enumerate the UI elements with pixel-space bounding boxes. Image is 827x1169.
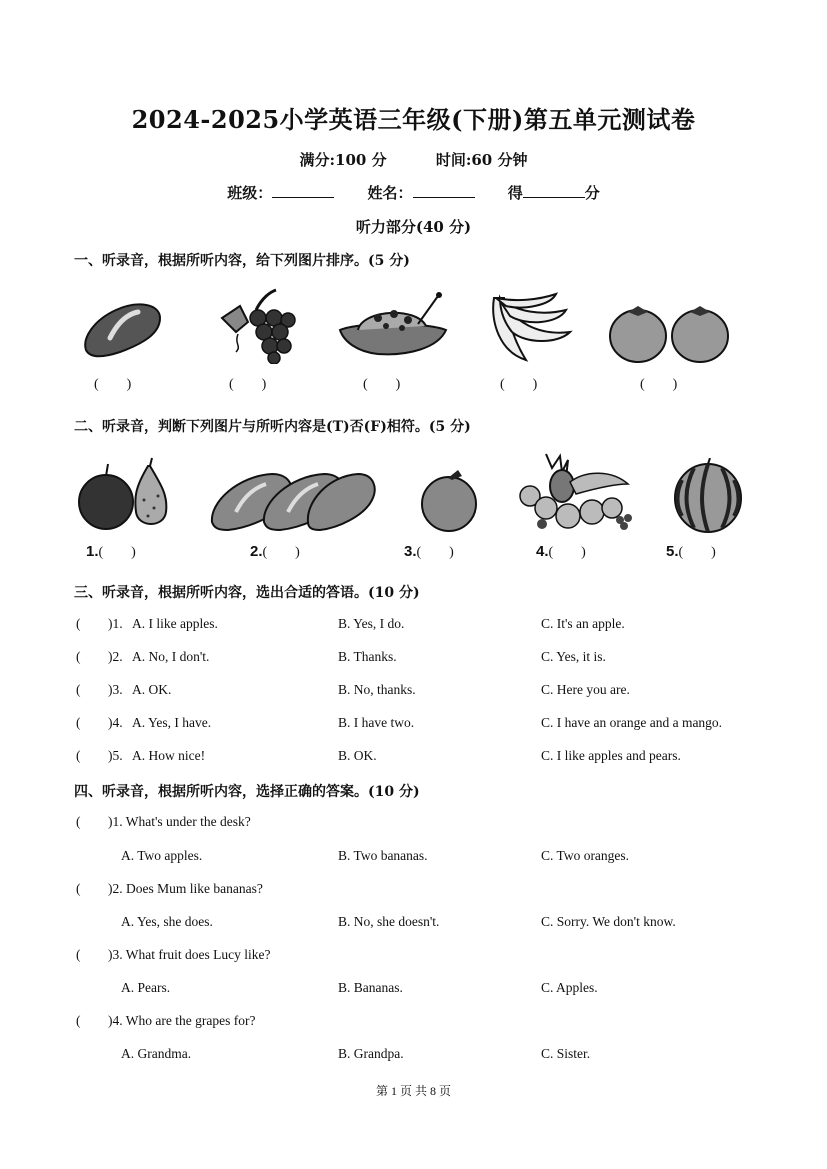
exam-time: 时间:60 分钟: [435, 151, 528, 169]
option-a: A. Grandma.: [121, 1046, 192, 1061]
option-a: A. No, I don't.: [132, 649, 210, 664]
class-blank[interactable]: [272, 183, 334, 198]
tf-item-3: [404, 541, 454, 561]
tf-item-5: [666, 541, 716, 561]
question-number: )2.: [108, 649, 123, 664]
answer-paren[interactable]: (: [76, 748, 81, 763]
answer-paren-3[interactable]: ( ): [363, 377, 401, 392]
option-b: B. Yes, I do.: [338, 616, 405, 631]
tf-number: 1.: [86, 543, 99, 560]
name-label: 姓名：: [367, 184, 413, 202]
question-number: )3.: [108, 682, 123, 697]
mango-icon: [80, 298, 165, 364]
page-number: 第 1 页 共 8 页: [375, 1084, 451, 1098]
tf-number: 5.: [666, 543, 679, 560]
option-b: B. I have two.: [338, 715, 415, 730]
option-b: B. Bananas.: [338, 980, 403, 995]
option-b: B. OK.: [338, 748, 377, 763]
question-text: )2. Does Mum like bananas?: [108, 881, 263, 896]
watermelon-icon: [672, 458, 744, 534]
tf-paren[interactable]: ( ): [548, 545, 586, 560]
option-a: A. Yes, she does.: [121, 914, 213, 929]
question-number: )4.: [108, 715, 123, 730]
name-blank[interactable]: [413, 183, 475, 198]
score-blank[interactable]: [523, 183, 585, 198]
listening-part-title: 听力部分(40 分): [355, 218, 472, 236]
tf-number: 2.: [250, 543, 263, 560]
apple-pear-icon: [78, 456, 174, 534]
option-a: A. I like apples.: [132, 616, 218, 631]
option-c: C. Sorry. We don't know.: [541, 914, 676, 929]
tf-number: 3.: [404, 543, 417, 560]
page-title: 2024-2025小学英语三年级(下册)第五单元测试卷: [131, 105, 696, 134]
answer-paren[interactable]: (: [76, 682, 81, 697]
tf-item-2: [250, 541, 300, 561]
option-c: C. It's an apple.: [541, 616, 625, 631]
section3-title: 三、听录音，根据所听内容，选出合适的答语。(10 分): [74, 585, 420, 601]
answer-paren[interactable]: (: [76, 881, 81, 896]
question-text: )3. What fruit does Lucy like?: [108, 947, 271, 962]
answer-paren-2[interactable]: ( ): [229, 377, 267, 392]
student-info: [0, 182, 827, 203]
tf-paren[interactable]: ( ): [416, 545, 454, 560]
score-label: 得: [507, 184, 523, 202]
question-text: )4. Who are the grapes for?: [108, 1013, 256, 1028]
option-b: B. No, she doesn't.: [338, 914, 440, 929]
option-c: C. Sister.: [541, 1046, 591, 1061]
full-score: 满分:100 分: [299, 151, 387, 169]
answer-paren[interactable]: (: [76, 616, 81, 631]
question-number: )5.: [108, 748, 123, 763]
option-a: A. Pears.: [121, 980, 171, 995]
option-c: C. Here you are.: [541, 682, 630, 697]
answer-paren[interactable]: (: [76, 649, 81, 664]
answer-paren-4[interactable]: ( ): [500, 377, 538, 392]
tf-paren[interactable]: ( ): [678, 545, 716, 560]
orange-icon: [418, 468, 480, 532]
grapes-icon: [218, 288, 298, 364]
mangoes-icon: [208, 466, 378, 534]
answer-paren-5[interactable]: ( ): [640, 377, 678, 392]
tf-item-1: [86, 541, 136, 561]
answer-paren[interactable]: (: [76, 814, 81, 829]
option-a: A. How nice!: [132, 748, 206, 763]
option-b: B. Two bananas.: [338, 848, 428, 863]
tf-paren[interactable]: ( ): [98, 545, 136, 560]
class-label: 班级：: [227, 184, 273, 202]
option-b: B. No, thanks.: [338, 682, 416, 697]
option-c: C. Two oranges.: [541, 848, 630, 863]
answer-paren[interactable]: (: [76, 1013, 81, 1028]
salad-icon: [338, 292, 448, 362]
question-number: )1.: [108, 616, 123, 631]
answer-paren-1[interactable]: ( ): [94, 377, 132, 392]
bananas-icon: [486, 292, 576, 364]
exam-meta: [0, 149, 827, 170]
option-a: A. Yes, I have.: [132, 715, 212, 730]
option-c: C. Yes, it is.: [541, 649, 606, 664]
tf-number: 4.: [536, 543, 549, 560]
fruit-basket-icon: [516, 450, 636, 532]
section4-title: 四、听录音，根据所听内容，选择正确的答案。(10 分): [74, 784, 420, 800]
option-b: B. Thanks.: [338, 649, 397, 664]
tf-paren[interactable]: ( ): [262, 545, 300, 560]
option-c: C. I like apples and pears.: [541, 748, 681, 763]
answer-paren[interactable]: (: [76, 715, 81, 730]
option-a: A. Two apples.: [121, 848, 203, 863]
oranges-icon: [606, 300, 732, 364]
option-c: C. Apples.: [541, 980, 598, 995]
section2-title: 二、听录音，判断下列图片与所听内容是(T)否(F)相符。(5 分): [74, 419, 471, 435]
option-c: C. I have an orange and a mango.: [541, 715, 723, 730]
section1-title: 一、听录音，根据所听内容，给下列图片排序。(5 分): [74, 253, 410, 269]
question-text: )1. What's under the desk?: [108, 814, 251, 829]
tf-item-4: [536, 541, 586, 561]
option-b: B. Grandpa.: [338, 1046, 404, 1061]
answer-paren[interactable]: (: [76, 947, 81, 962]
option-a: A. OK.: [132, 682, 172, 697]
score-unit: 分: [584, 184, 600, 202]
